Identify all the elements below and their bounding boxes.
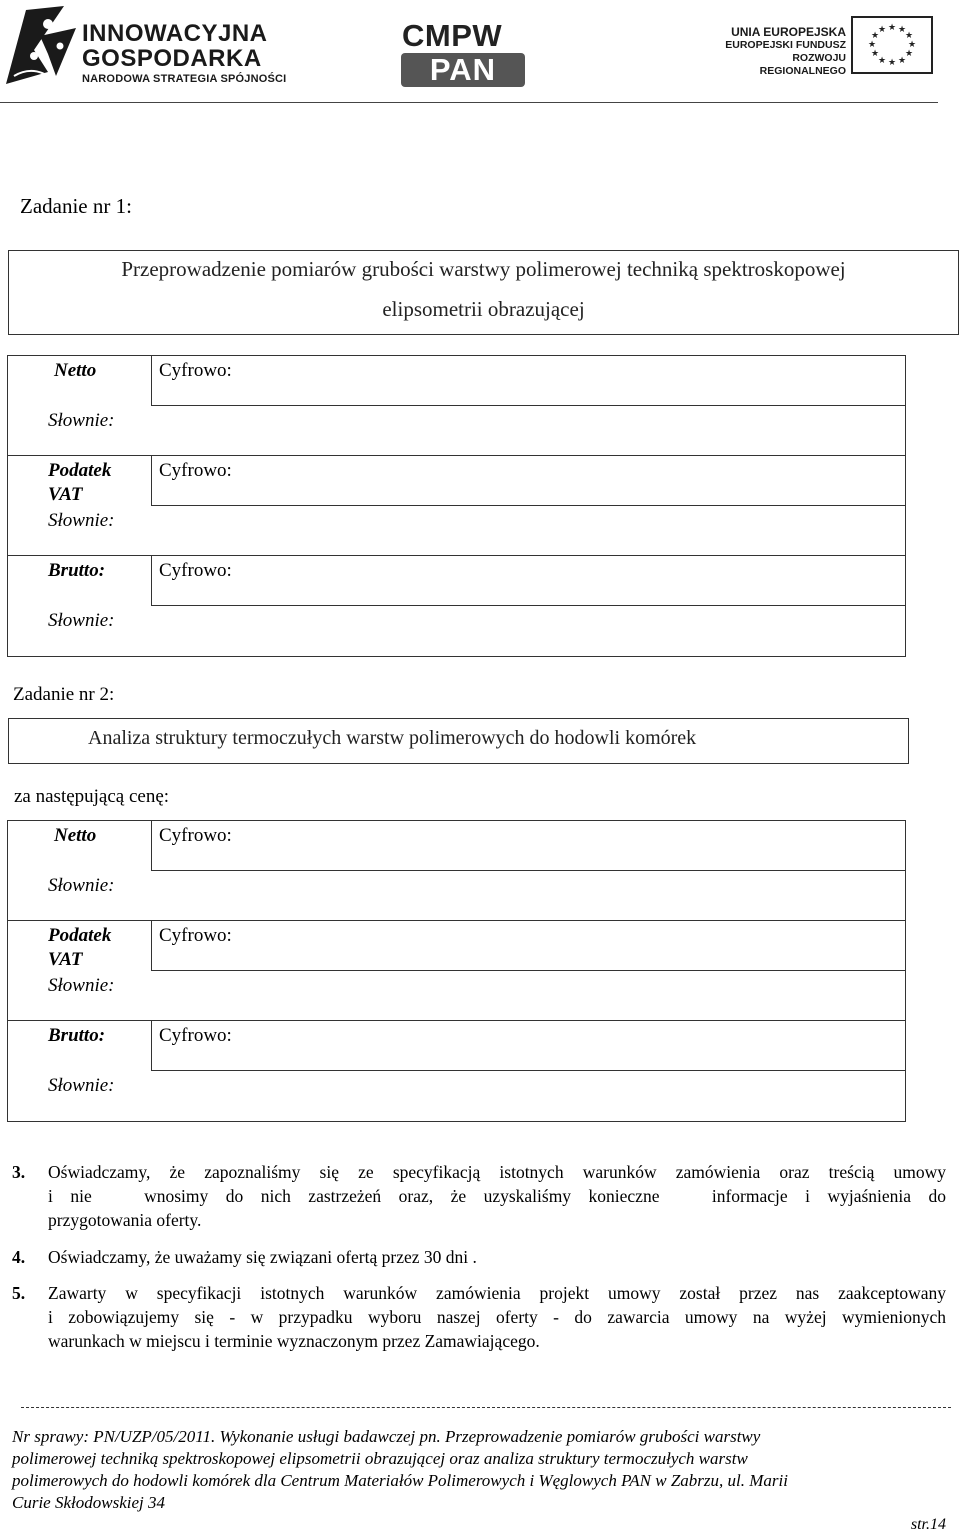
logo-right-line2: EUROPEJSKI FUNDUSZ [725, 39, 846, 51]
task1-netto-label: Netto [54, 360, 97, 381]
svg-text:★: ★ [867, 40, 877, 50]
task2-price-table [7, 820, 906, 1122]
innowacyjna-gospodarka-logo-icon [4, 6, 78, 86]
task2-vat-slownie: Słownie: [48, 975, 115, 996]
svg-text:★: ★ [887, 23, 897, 33]
task2-netto-label: Netto [54, 825, 97, 846]
task2-title: Analiza struktury termoczułych warstw polimerowych do hodowli komórek [88, 727, 697, 749]
task1-brutto-label: Brutto: [48, 560, 106, 581]
logo-right-line3: ROZWOJU REGIONALNEGO [759, 52, 846, 77]
task2-brutto-cyfrowo: Cyfrowo: [159, 1025, 232, 1046]
svg-text:★: ★ [907, 40, 917, 50]
footer-line3: polimerowych do hodowli komórek dla Centrum Materiałów Polimerowych i Węglowych PAN w Zabrzu, ul. Marii [12, 1471, 788, 1490]
task1-netto-cyfrowo: Cyfrowo: [159, 360, 232, 381]
task1-vat-label: VAT [48, 484, 83, 505]
logo-left-line1: INNOWACYJNA [82, 20, 268, 47]
statement-5 [12, 1281, 946, 1353]
statement-3-number: 3. [12, 1162, 26, 1182]
svg-text:★: ★ [870, 49, 880, 59]
task2-netto-cyfrowo: Cyfrowo: [159, 825, 232, 846]
task2-vat-label: VAT [48, 949, 83, 970]
task1-heading: Zadanie nr 1: [20, 194, 132, 218]
eu-flag-icon [851, 16, 933, 74]
statement-3 [12, 1160, 946, 1232]
svg-text:★: ★ [877, 25, 887, 35]
task1-title-box [8, 250, 959, 335]
task2-price-intro: za następującą cenę: [14, 786, 170, 807]
statement-4-line1: Oświadczamy, że uważamy się związani ofertą przez 30 dni . [48, 1247, 477, 1267]
statement-4 [12, 1245, 946, 1269]
task2-title-box [8, 718, 909, 764]
logo-left-line2: GOSPODARKA [82, 45, 262, 72]
task2-netto-slownie: Słownie: [48, 875, 115, 896]
task1-podatek-label: Podatek [48, 460, 112, 481]
svg-text:★: ★ [897, 25, 907, 35]
task1-price-table [7, 355, 906, 657]
task1-title-line1: Przeprowadzenie pomiarów grubości warstwy polimerowej techniką spektroskopowej [121, 257, 846, 281]
task2-heading: Zadanie nr 2: [13, 684, 115, 705]
logo-right-line1: UNIA EUROPEJSKA [731, 25, 846, 39]
statement-5-line2: i zobowiązujemy się - w przypadku wyboru naszej oferty - do zawarcia umowy na wyżej wymienionych [48, 1307, 946, 1327]
footer-dashed-divider [21, 1407, 951, 1408]
header-divider [0, 102, 938, 103]
pan-logo-box: PAN [401, 53, 525, 87]
eu-logo-text [706, 26, 846, 78]
task2-brutto-label: Brutto: [48, 1025, 106, 1046]
task2-brutto-slownie: Słownie: [48, 1075, 115, 1096]
page-number: str.14 [910, 1516, 946, 1533]
innowacyjna-gospodarka-wordmark [82, 21, 286, 87]
statement-5-number: 5. [12, 1283, 26, 1303]
footer-line2: polimerowej techniką spektroskopowej elipsometrii obrazującej oraz analiza struktury termoczułych warstw [12, 1449, 748, 1468]
svg-text:★: ★ [877, 56, 887, 66]
task1-vat-slownie: Słownie: [48, 510, 115, 531]
task1-brutto-slownie: Słownie: [48, 610, 115, 631]
statement-5-line1: Zawarty w specyfikacji istotnych warunków zamówienia projekt umowy został przez nas zaakceptowany [48, 1283, 946, 1303]
svg-text:★: ★ [904, 31, 914, 41]
task2-vat-cyfrowo: Cyfrowo: [159, 925, 232, 946]
footer-line1: Nr sprawy: PN/UZP/05/2011. Wykonanie usługi badawczej pn. Przeprowadzenie pomiarów grubości warstwy [12, 1427, 761, 1446]
statement-3-line2: i nie wnosimy do nich zastrzeżeń oraz, że uzyskaliśmy konieczne informacje i wyjaśnienia do [48, 1186, 946, 1206]
footer-line4: Curie Skłodowskiej 34 [12, 1493, 165, 1512]
statement-3-line1: Oświadczamy, że zapoznaliśmy się ze specyfikacją istotnych warunków zamówienia oraz treścią umowy [48, 1162, 946, 1182]
task1-vat-cyfrowo: Cyfrowo: [159, 460, 232, 481]
statement-3-line3: przygotowania oferty. [48, 1210, 202, 1230]
svg-text:★: ★ [870, 31, 880, 41]
task1-title-line2: elipsometrii obrazującej [382, 297, 585, 321]
cmpw-logo-text: CMPW [402, 18, 503, 53]
svg-text:★: ★ [904, 49, 914, 59]
task1-brutto-cyfrowo: Cyfrowo: [159, 560, 232, 581]
page-header [0, 0, 960, 106]
statement-5-line3: warunkach w miejscu i terminie wyznaczonym przez Zamawiającego. [48, 1331, 540, 1351]
svg-text:★: ★ [887, 58, 897, 68]
task2-podatek-label: Podatek [48, 925, 112, 946]
statement-4-number: 4. [12, 1247, 26, 1267]
footer-text [12, 1426, 912, 1514]
task1-netto-slownie: Słownie: [48, 410, 115, 431]
svg-text:★: ★ [897, 56, 907, 66]
logo-left-line3: NARODOWA STRATEGIA SPÓJNOŚCI [82, 73, 287, 85]
